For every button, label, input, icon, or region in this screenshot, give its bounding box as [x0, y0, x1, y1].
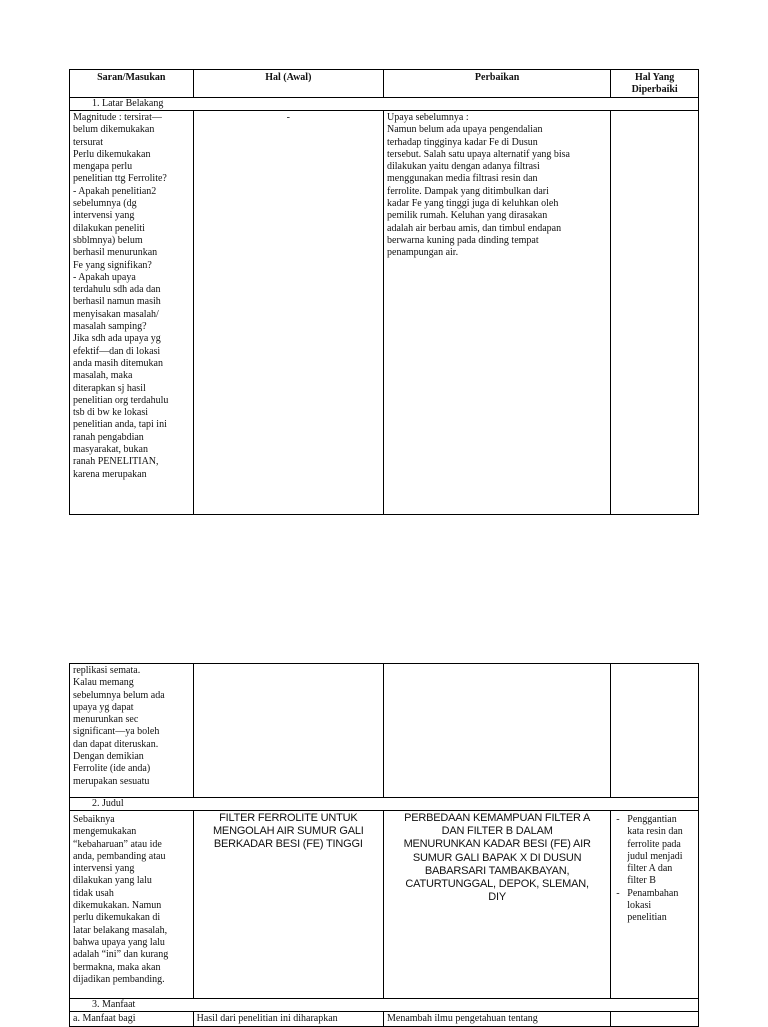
text-line: bahwa upaya yang lalu — [73, 936, 165, 948]
table-header-row — [70, 70, 698, 98]
text-line: berwarna kuning pada dinding tempat — [387, 234, 539, 246]
hal-diperbaiki-cell — [611, 111, 698, 514]
text-line: sebelumnya (dg — [73, 198, 137, 210]
text-line: anda masih ditemukan — [73, 357, 163, 369]
hal-awal-manfaat-cell: Hasil dari penelitian ini diharapkan — [194, 1012, 384, 1026]
text-line: sbblmnya) belum — [73, 234, 143, 246]
hal-diperbaiki-judul-cell — [611, 811, 698, 998]
text-line: BABARSARI TAMBAKBAYAN, — [424, 864, 570, 877]
text-line: menggunakan media filtrasi resin dan — [387, 173, 538, 185]
text-line: dilakukan yaitu dengan adanya filtrasi — [387, 161, 540, 173]
header-hal-awal: Hal (Awal) — [194, 70, 384, 97]
text-line: SUMUR GALI BAPAK X DI DUSUN — [412, 851, 582, 864]
table-row-judul — [70, 811, 698, 999]
text-line: masyarakat, bukan — [73, 444, 148, 456]
text-line: Ferrolite (ide anda) — [73, 763, 151, 775]
text-line: CATURTUNGGAL, DEPOK, SLEMAN, — [405, 878, 589, 891]
text-line: karena merupakan — [73, 468, 147, 480]
text-line: Dengan demikian — [73, 751, 144, 763]
list-item — [614, 888, 695, 925]
hal-diperbaiki-list — [614, 814, 695, 925]
text-line: MENGOLAH AIR SUMUR GALI — [212, 825, 364, 838]
text-line: merupakan sesuatu — [73, 775, 150, 787]
saran-cell — [70, 111, 194, 514]
text-line: anda, pembanding atau — [73, 850, 166, 862]
text-line: menyisakan masalah/ — [73, 308, 159, 320]
text-line: kadar Fe yang tinggi juga di keluhkan oleh — [387, 198, 559, 210]
text-line: upaya yg dapat — [73, 701, 134, 713]
text-line: ferrolite. Dampak yang ditimbulkan dari — [387, 185, 549, 197]
perbaikan-cell — [384, 664, 611, 797]
revision-table-page-2 — [69, 663, 699, 1027]
text-line: Sebaiknya — [73, 814, 115, 825]
text-line: pemilik rumah. Keluhan yang dirasakan — [387, 210, 548, 222]
text-line: FILTER FERROLITE UNTUK — [219, 812, 358, 824]
text-line: bermakna, maka akan — [73, 961, 161, 973]
text-line: lokasi — [627, 900, 652, 912]
text-line: dilakukan peneliti — [73, 222, 145, 234]
hal-awal-cell — [194, 664, 384, 797]
hal-awal-cell: - — [194, 111, 384, 514]
text-line: Namun belum ada upaya pengendalian — [387, 124, 543, 136]
text-line: “kebaharuan” atau ide — [73, 838, 162, 850]
text-line: PERBEDAAN KEMAMPUAN FILTER A — [404, 812, 591, 824]
header-saran: Saran/Masukan — [70, 70, 194, 97]
text-line: penelitian ttg Ferrolite? — [73, 173, 167, 185]
hal-awal-judul-cell — [194, 811, 384, 998]
header-perbaikan: Perbaikan — [384, 70, 611, 97]
text-line: MENURUNKAN KADAR BESI (FE) AIR — [403, 838, 591, 851]
text-line: dijadikan pembanding. — [73, 973, 165, 985]
text-line: significant—ya boleh — [73, 726, 160, 738]
saran-manfaat-cell: a. Manfaat bagi — [70, 1012, 194, 1026]
text-line: kata resin dan — [627, 826, 683, 838]
text-line: adalah “ini” dan kurang — [73, 949, 169, 961]
text-line: intervensi yang — [73, 210, 135, 222]
perbaikan-cell — [384, 111, 611, 514]
text-line: ranah PENELITIAN, — [73, 456, 159, 468]
text-line: berhasil namun masih — [73, 296, 161, 308]
list-item — [614, 814, 695, 888]
text-line: DAN FILTER B DALAM — [441, 825, 553, 838]
text-line: terdahulu sdh ada dan — [73, 284, 161, 296]
text-line: DIY — [488, 891, 506, 904]
text-line: BERKADAR BESI (FE) TINGGI — [213, 838, 363, 851]
text-line: judul menjadi — [627, 850, 683, 862]
perbaikan-judul-cell — [384, 811, 611, 998]
text-line: adalah air berbau amis, dan timbul endapan — [387, 222, 562, 234]
text-line: ferrolite pada — [627, 838, 681, 850]
text-line: Perlu dikemukakan — [73, 148, 151, 160]
text-line: tersurat — [73, 136, 103, 148]
text-line: latar belakang masalah, — [73, 924, 168, 936]
text-line: - Apakah penelitian2 — [73, 185, 157, 197]
text-line: mengemukakan — [73, 826, 137, 838]
table-row — [70, 111, 698, 514]
text-line: diterapkan sj hasil — [73, 382, 146, 394]
text-line: Magnitude : tersirat— — [73, 112, 162, 123]
text-line: tersebut. Salah satu upaya alternatif yang bisa — [387, 148, 570, 160]
text-line: filter B — [627, 875, 656, 887]
text-line: dilakukan yang lalu — [73, 875, 152, 887]
text-line: dan dapat diteruskan. — [73, 738, 159, 750]
text-line: masalah samping? — [73, 321, 147, 333]
text-line: tidak usah — [73, 887, 114, 899]
section-latar-belakang: 1. Latar Belakang — [70, 98, 698, 111]
text-line: sebelumnya belum ada — [73, 689, 165, 701]
text-line: penampungan air. — [387, 247, 459, 259]
section-manfaat: 3. Manfaat — [70, 999, 698, 1012]
text-line: Fe yang signifikan? — [73, 259, 152, 271]
text-line: - Penggantian — [627, 814, 677, 825]
text-line: Upaya sebelumnya : — [387, 112, 469, 123]
text-line: - Apakah upaya — [73, 271, 136, 283]
text-line: belum dikemukakan — [73, 124, 155, 136]
text-line: masalah, maka — [73, 370, 133, 382]
perbaikan-manfaat-cell: Menambah ilmu pengetahuan tentang — [384, 1012, 611, 1026]
table-row-continued — [70, 664, 698, 798]
saran-judul-cell — [70, 811, 194, 998]
section-judul: 2. Judul — [70, 798, 698, 811]
text-line: berhasil menurunkan — [73, 247, 158, 259]
text-line: tsb di bw ke lokasi — [73, 407, 148, 419]
text-line: Kalau memang — [73, 677, 134, 689]
text-line: menurunkan sec — [73, 714, 139, 726]
text-line: ranah pengabdian — [73, 431, 144, 443]
text-line: efektif—dan di lokasi — [73, 345, 161, 357]
text-line: terhadap tingginya kadar Fe di Dusun — [387, 136, 538, 148]
text-line: Jika sdh ada upaya yg — [73, 333, 161, 345]
hal-diperbaiki-cell — [611, 664, 698, 797]
text-line: intervensi yang — [73, 863, 135, 875]
text-line: mengapa perlu — [73, 161, 133, 173]
text-line: perlu dikemukakan di — [73, 912, 161, 924]
text-line: dikemukakan. Namun — [73, 900, 162, 912]
text-line: - Penambahan — [627, 887, 679, 899]
text-line: penelitian — [627, 912, 667, 924]
revision-table-page-1 — [69, 69, 699, 515]
text-line: filter A dan — [627, 863, 673, 875]
text-line: replikasi semata. — [73, 665, 141, 676]
saran-continued-cell — [70, 664, 194, 797]
text-line: penelitian org terdahulu — [73, 394, 169, 406]
text-line: penelitian anda, tapi ini — [73, 419, 167, 431]
header-hal-diperbaiki: Hal Yang Diperbaiki — [631, 72, 678, 96]
